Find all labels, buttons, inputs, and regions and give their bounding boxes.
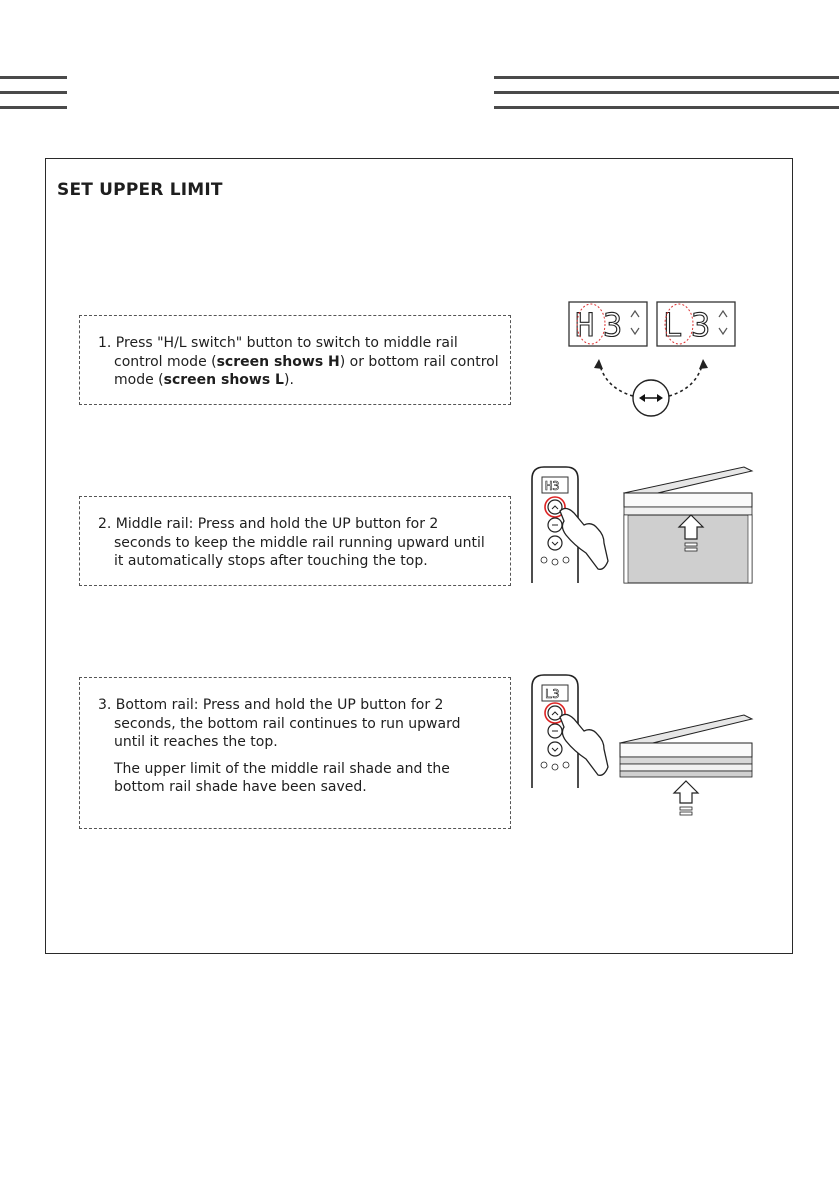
remote-display: L3 xyxy=(545,687,560,701)
header-line-left-1 xyxy=(0,76,67,79)
remote-down-button xyxy=(548,536,562,550)
step-3-line-1: 3. Bottom rail: Press and hold the UP button for 2 xyxy=(98,697,444,713)
remote-display: H3 xyxy=(545,479,560,493)
hl-switch-illustration xyxy=(565,298,745,444)
header-line-right-1 xyxy=(494,76,839,79)
step-2-box xyxy=(79,496,511,586)
step-2-line-2: seconds to keep the middle rail running upward until xyxy=(114,534,485,551)
arrow-head-left xyxy=(594,359,603,369)
step-3-line-2: seconds, the bottom rail continues to run upward xyxy=(114,715,461,732)
header-line-right-3 xyxy=(494,106,839,109)
display-right-channel: 3 xyxy=(691,306,711,344)
display-left-mode: H xyxy=(575,306,595,344)
step-2-line-1: 2. Middle rail: Press and hold the UP button for 2 xyxy=(98,516,439,532)
middle-rail-illustration xyxy=(530,465,755,590)
step-1-bold-l: screen shows L xyxy=(163,372,284,388)
step-1-line-1: 1. Press "H/L switch" button to switch to middle rail xyxy=(98,335,458,351)
step-3-note-2: bottom rail shade have been saved. xyxy=(114,779,367,795)
display-left-channel: 3 xyxy=(603,306,623,344)
step-3-line-3: until it reaches the top. xyxy=(114,734,278,750)
display-right xyxy=(657,302,735,346)
header-line-right-2 xyxy=(494,91,839,94)
step-3-note-1: The upper limit of the middle rail shade and the xyxy=(114,760,450,777)
double-arrow-icon xyxy=(633,380,669,416)
cellular-shade xyxy=(624,467,752,583)
step-1-line-2: control mode (screen shows H) or bottom rail control xyxy=(114,353,499,370)
display-left xyxy=(569,302,647,346)
step-1-line-3: mode (screen shows L). xyxy=(114,372,294,388)
section-title: SET UPPER LIMIT xyxy=(57,180,223,200)
arrow-head-right xyxy=(699,359,708,369)
remote-down-button xyxy=(548,742,562,756)
step-1-bold-h: screen shows H xyxy=(216,353,340,370)
step-1-box xyxy=(79,315,511,405)
header-line-left-3 xyxy=(0,106,67,109)
step-3-box xyxy=(79,677,511,829)
display-right-mode: L xyxy=(663,306,683,344)
step-2-line-3: it automatically stops after touching the top. xyxy=(114,553,428,569)
header-line-left-2 xyxy=(0,91,67,94)
up-arrow-icon xyxy=(674,781,698,803)
bottom-rail-illustration xyxy=(530,673,755,818)
cellular-shade xyxy=(620,715,752,815)
